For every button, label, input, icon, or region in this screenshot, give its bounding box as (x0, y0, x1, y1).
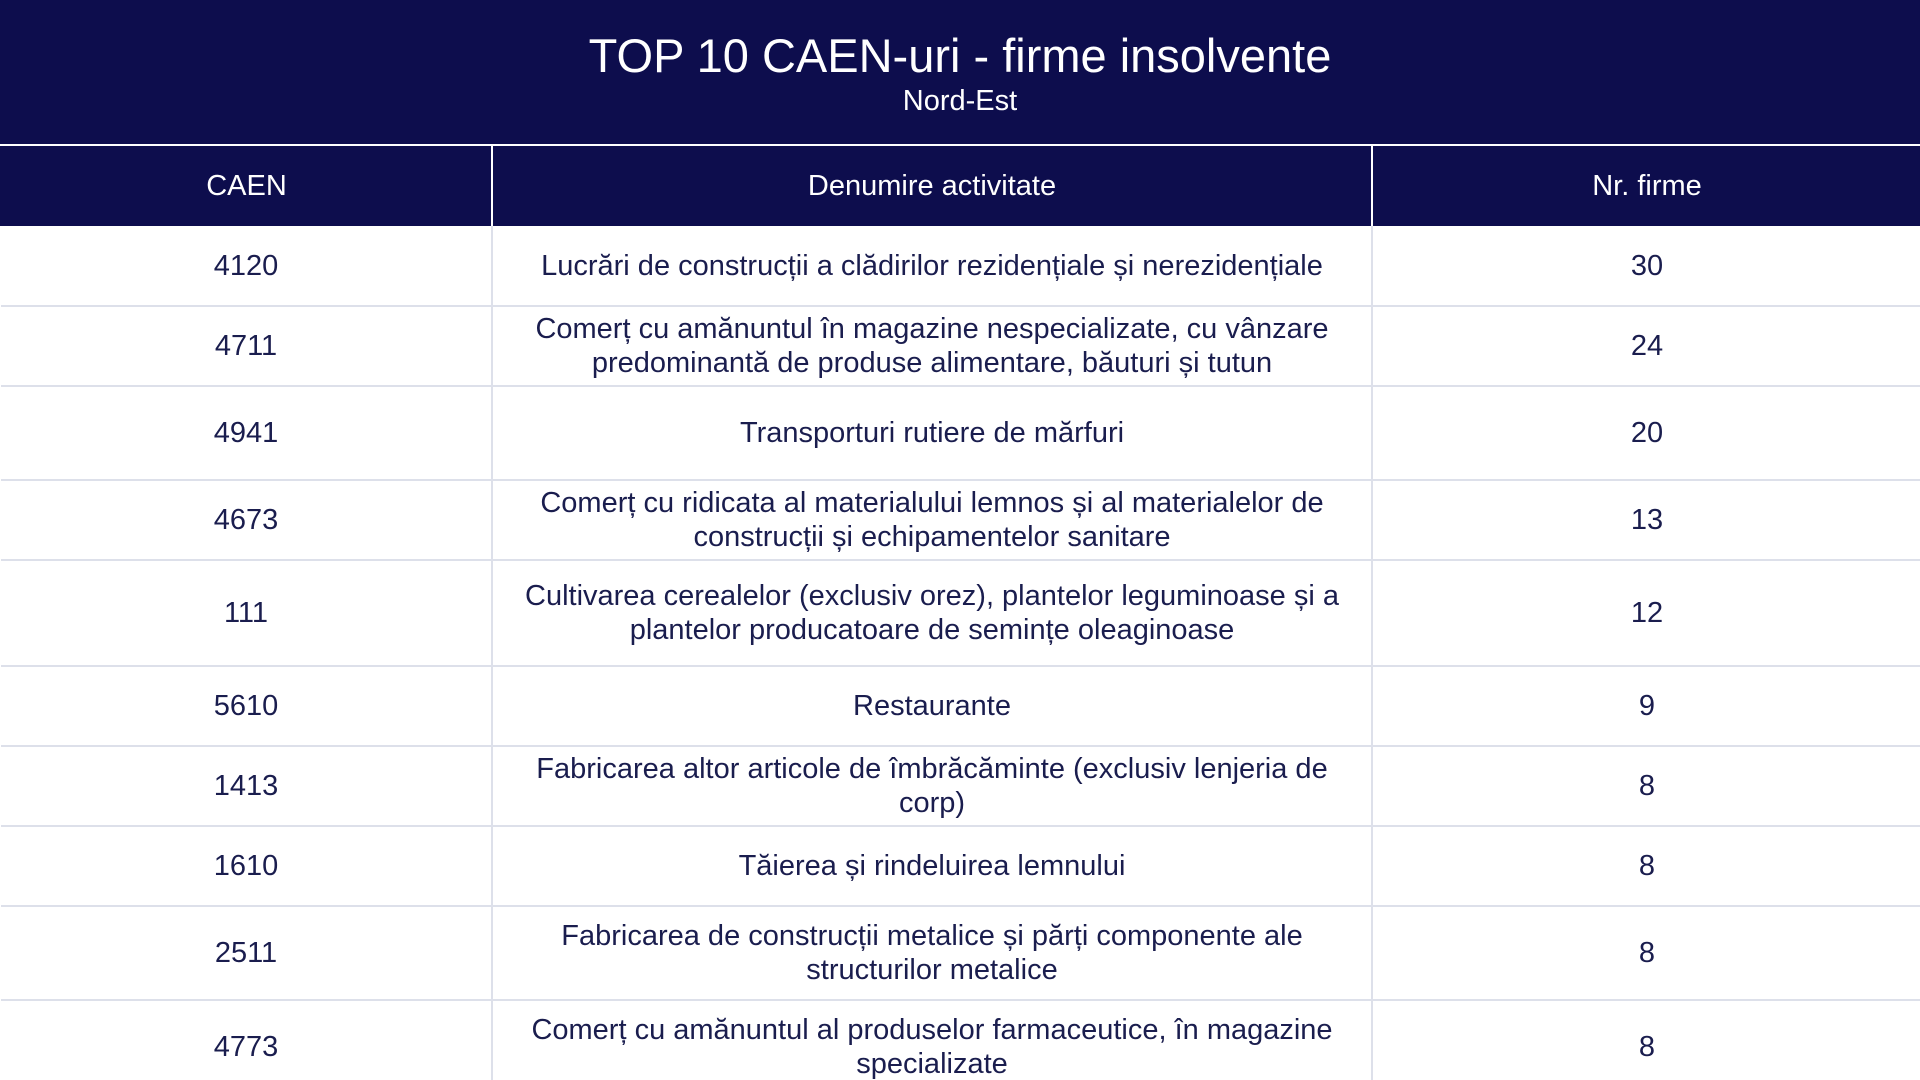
count-cell: 24 (1372, 306, 1920, 386)
activity-cell: Comerț cu amănuntul în magazine nespecializate, cu vânzare predominantă de produse alimentare, băuturi și tutun (492, 306, 1372, 386)
table-row (1, 226, 1920, 306)
column-header-activity[interactable]: Denumire activitate (492, 145, 1372, 226)
table-row (1, 560, 1920, 666)
activity-cell: Transporturi rutiere de mărfuri (492, 386, 1372, 480)
count-cell: 8 (1372, 746, 1920, 826)
table-row (1, 666, 1920, 746)
table-row (1, 386, 1920, 480)
activity-cell: Comerț cu ridicata al materialului lemnos și al materialelor de construcții și echipamentelor sanitare (492, 480, 1372, 560)
caen-cell: 5610 (1, 666, 492, 746)
caen-cell: 4941 (1, 386, 492, 480)
activity-cell: Cultivarea cerealelor (exclusiv orez), plantelor leguminoase și a plantelor producatoare de semințe oleaginoase (492, 560, 1372, 666)
count-cell: 20 (1372, 386, 1920, 480)
activity-cell: Lucrări de construcții a clădirilor rezidențiale și nerezidențiale (492, 226, 1372, 306)
data-table (0, 144, 1920, 1080)
caen-cell: 111 (1, 560, 492, 666)
caen-cell: 1610 (1, 826, 492, 906)
table-row (1, 306, 1920, 386)
activity-cell: Fabricarea altor articole de îmbrăcăminte (exclusiv lenjeria de corp) (492, 746, 1372, 826)
count-cell: 8 (1372, 826, 1920, 906)
count-cell: 8 (1372, 1000, 1920, 1080)
chart-subtitle: Nord-Est (902, 85, 1018, 117)
title-band (0, 0, 1920, 144)
activity-cell: Restaurante (492, 666, 1372, 746)
table-row (1, 480, 1920, 560)
count-cell: 13 (1372, 480, 1920, 560)
caen-cell: 4711 (1, 306, 492, 386)
column-header-count[interactable]: Nr. firme (1372, 145, 1920, 226)
table-row (1, 1000, 1920, 1080)
table-header-row (1, 145, 1920, 226)
count-cell: 12 (1372, 560, 1920, 666)
caen-cell: 4673 (1, 480, 492, 560)
column-header-caen[interactable]: CAEN (1, 145, 492, 226)
activity-cell: Fabricarea de construcții metalice și părți componente ale structurilor metalice (492, 906, 1372, 1000)
caen-cell: 4773 (1, 1000, 492, 1080)
table-row (1, 906, 1920, 1000)
activity-cell: Tăierea și rindeluirea lemnului (492, 826, 1372, 906)
caen-cell: 1413 (1, 746, 492, 826)
table-container (0, 144, 1920, 1080)
table-body (1, 226, 1920, 1080)
count-cell: 8 (1372, 906, 1920, 1000)
table-row (1, 746, 1920, 826)
table-row (1, 826, 1920, 906)
caen-cell: 4120 (1, 226, 492, 306)
activity-cell: Comerț cu amănuntul al produselor farmaceutice, în magazine specializate (492, 1000, 1372, 1080)
count-cell: 30 (1372, 226, 1920, 306)
caen-cell: 2511 (1, 906, 492, 1000)
count-cell: 9 (1372, 666, 1920, 746)
chart-title: TOP 10 CAEN-uri - firme insolvente (588, 29, 1332, 82)
